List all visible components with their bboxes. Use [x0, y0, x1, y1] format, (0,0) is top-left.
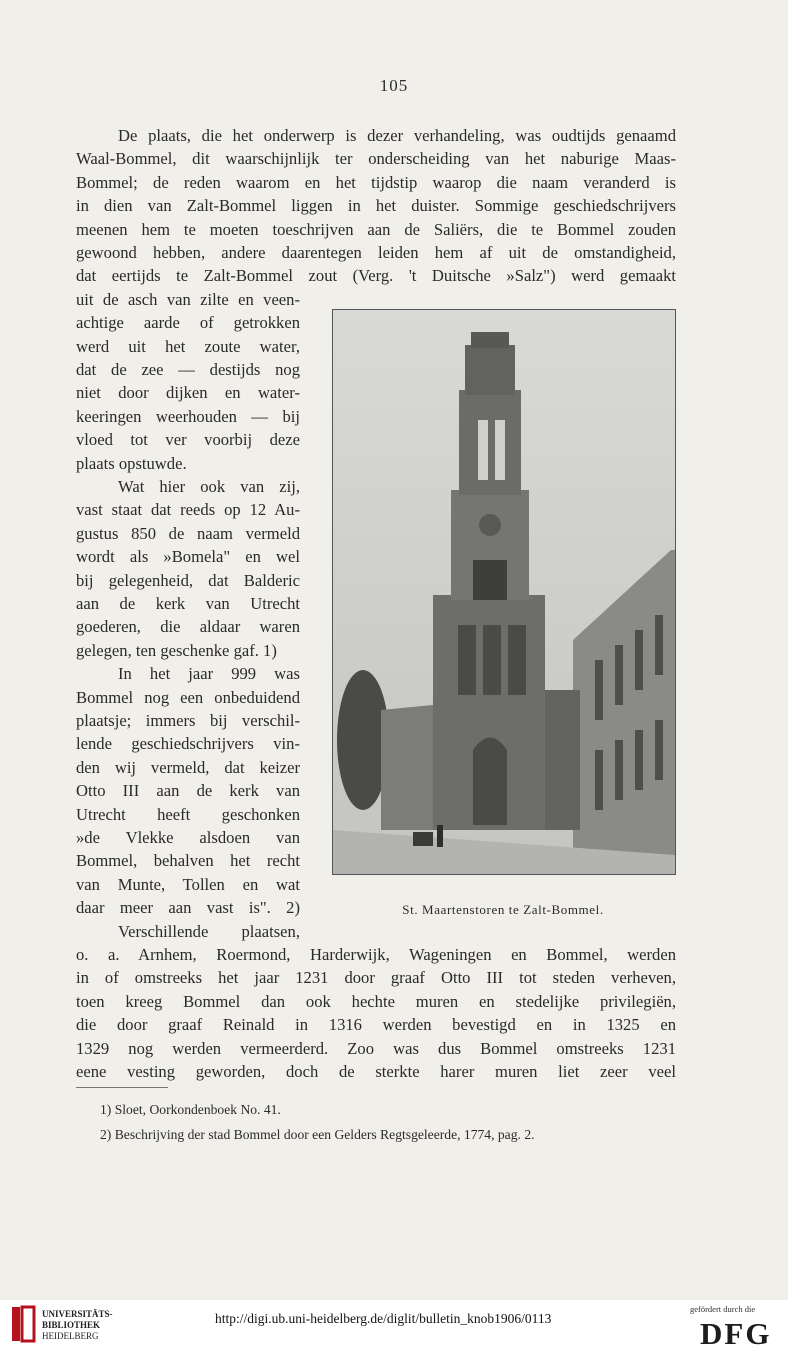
- text-line: Utrecht heeft geschonken: [76, 804, 300, 824]
- dfg-logo[interactable]: DFG: [700, 1316, 772, 1351]
- text-line: Verschillende plaatsen,: [118, 921, 300, 941]
- text-line: dat de zee — destijds nog: [76, 360, 300, 379]
- text-line: gewoond hebben, andere daarentegen leiden hem af uit de omstandigheid,: [76, 243, 676, 262]
- text-line: Bommel nog een onbeduidend: [76, 687, 300, 707]
- text-line: 1329 nog werden vermeerderd. Zoo was dus Bommel omstreeks 1231: [76, 1038, 676, 1058]
- text-line: keeringen weerhouden — bij: [76, 406, 300, 426]
- text-line: daar meer aan vast is". 2): [76, 898, 300, 918]
- text-line: wordt als »Bomela" en wel: [76, 547, 300, 567]
- text-line: in dien van Zalt-Bommel liggen in het duister. Sommige geschiedschrijvers: [76, 196, 676, 216]
- permalink-url[interactable]: http://digi.ub.uni-heidelberg.de/diglit/bulletin_knob1906/0113: [215, 1311, 552, 1326]
- text-line: uit de asch van zilte en veen-: [76, 289, 300, 309]
- text-line: bij gelegenheid, dat Balderic: [76, 570, 300, 590]
- text-line: vloed tot ver voorbij deze: [76, 430, 300, 450]
- text-line: dat eertijds te Zalt-Bommel zout (Verg. 't Duitsche »Salz") werd gemaakt: [76, 266, 676, 286]
- text-line: Waal-Bommel, dit waarschijnlijk ter onderscheiding van het naburige Maas-: [76, 149, 676, 169]
- text-line: »de Vlekke alsdoen van: [76, 828, 300, 847]
- text-line: die door graaf Reinald in 1316 werden bevestigd en in 1325 en: [76, 1015, 676, 1035]
- library-name[interactable]: UNIVERSITÄTS- BIBLIOTHEK HEIDELBERG: [42, 1309, 113, 1341]
- tower-photograph: [332, 309, 676, 875]
- text-line: goederen, die aldaar waren: [76, 617, 300, 637]
- footnote-2: 2) Beschrijving der stad Bommel door een Gelders Regtsgeleerde, 1774, pag. 2.: [100, 1127, 535, 1142]
- text-line: plaats opstuwde.: [76, 453, 187, 473]
- text-line: gustus 850 de naam vermeld: [76, 523, 300, 543]
- text-line: Wat hier ook van zij,: [118, 477, 300, 496]
- text-line: achtige aarde of getrokken: [76, 313, 300, 333]
- page-number: 105: [379, 76, 409, 95]
- text-line: lende geschiedschrijvers vin-: [76, 734, 300, 754]
- footnote-divider: [76, 1087, 168, 1088]
- text-line: plaatsje; immers bij verschil-: [76, 711, 300, 730]
- viewer-footer: [0, 1300, 788, 1355]
- text-line: gelegen, ten geschenke gaf. 1): [76, 640, 277, 660]
- text-line: In het jaar 999 was: [118, 664, 300, 684]
- text-line: Bommel, behalven het recht: [76, 851, 300, 871]
- text-line: niet door dijken en water-: [76, 383, 300, 403]
- tower-illustration: [333, 310, 675, 874]
- university-library-logo-icon[interactable]: [10, 1305, 36, 1343]
- text-line: o. a. Arnhem, Roermond, Harderwijk, Wageningen en Bommel, werden: [76, 945, 676, 964]
- text-line: meenen hem te moeten toeschrijven aan de Saliërs, die te Bommel zouden: [76, 219, 676, 239]
- text-line: Otto III aan de kerk van: [76, 781, 300, 801]
- text-line: werd uit het zoute water,: [76, 336, 300, 356]
- text-line: aan de kerk van Utrecht: [76, 594, 300, 613]
- text-line: toen kreeg Bommel dan ook hechte muren en stedelijke privilegiën,: [76, 991, 676, 1011]
- text-line: De plaats, die het onderwerp is dezer verhandeling, was oudtijds genaamd: [118, 126, 676, 145]
- text-line: Bommel; de reden waarom en het tijdstip waarop die naam veranderd is: [76, 172, 676, 192]
- text-line: van Munte, Tollen en wat: [76, 874, 300, 894]
- photo-caption: St. Maartenstoren te Zalt-Bommel.: [402, 902, 604, 917]
- text-line: den wij vermeld, dat keizer: [76, 757, 300, 777]
- footnote-1: 1) Sloet, Oorkondenboek No. 41.: [100, 1102, 281, 1117]
- text-line: vast staat dat reeds op 12 Au-: [76, 500, 300, 520]
- text-line: in of omstreeks het jaar 1231 door graaf Otto III tot steden verheven,: [76, 968, 676, 988]
- text-line: eene vesting geworden, doch de sterkte harer muren liet zeer veel: [76, 1062, 676, 1081]
- funding-note: gefördert durch die: [690, 1304, 756, 1314]
